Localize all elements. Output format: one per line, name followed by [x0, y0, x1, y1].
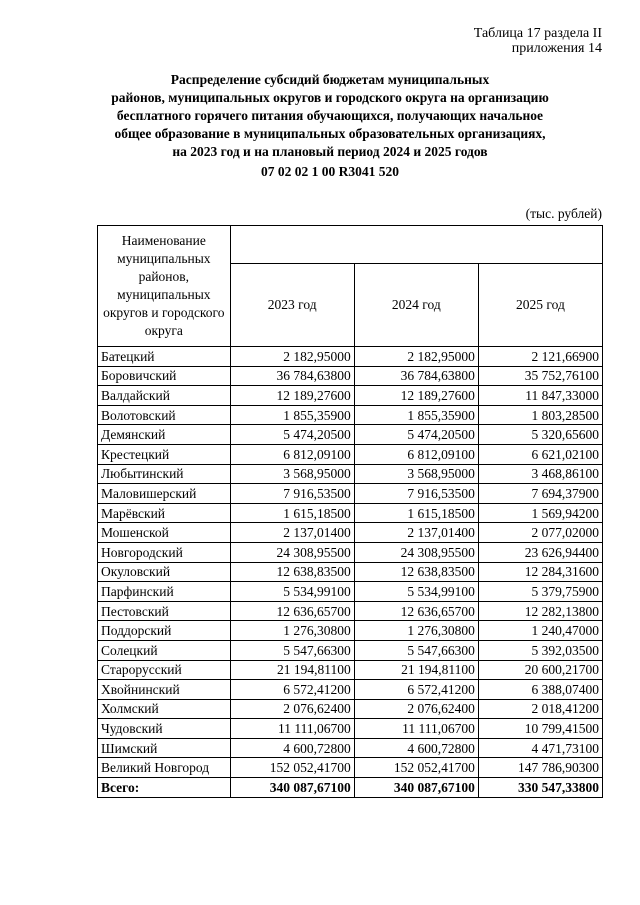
- cell-name: Волотовский: [98, 405, 231, 425]
- table-row: [98, 386, 603, 406]
- column-header-group: [230, 226, 602, 264]
- cell-2025: 35 752,76100: [478, 366, 602, 386]
- table-row: [98, 464, 603, 484]
- document-reference-line-1: Таблица 17 раздела II: [473, 26, 602, 41]
- budget-code: 07 02 02 1 00 R3041 520: [261, 164, 399, 179]
- cell-2024: 21 194,81100: [354, 660, 478, 680]
- cell-name: Крестецкий: [98, 444, 231, 464]
- cell-name: Валдайский: [98, 386, 231, 406]
- cell-2023: 12 638,83500: [230, 562, 354, 582]
- cell-name: Поддорский: [98, 621, 231, 641]
- cell-2023: 7 916,53500: [230, 484, 354, 504]
- cell-2025: 23 626,94400: [478, 542, 602, 562]
- table-row: [98, 503, 603, 523]
- cell-name: Шимский: [98, 738, 231, 758]
- title-line: бесплатного горячего питания обучающихся, получающих начальное: [116, 108, 544, 123]
- cell-2025: 20 600,21700: [478, 660, 602, 680]
- cell-2024: 5 534,99100: [354, 582, 478, 602]
- document-title: [60, 71, 600, 161]
- cell-2025: 1 240,47000: [478, 621, 602, 641]
- cell-2023: 12 189,27600: [230, 386, 354, 406]
- cell-2024: 6 812,09100: [354, 444, 478, 464]
- cell-2024: 3 568,95000: [354, 464, 478, 484]
- cell-2024: 36 784,63800: [354, 366, 478, 386]
- cell-2023: 5 547,66300: [230, 640, 354, 660]
- total-row: [98, 778, 603, 798]
- cell-2025: 5 392,03500: [478, 640, 602, 660]
- cell-2024: 24 308,95500: [354, 542, 478, 562]
- cell-name: Чудовский: [98, 719, 231, 739]
- cell-2024: 12 189,27600: [354, 386, 478, 406]
- cell-name: Великий Новгород: [98, 758, 231, 778]
- cell-2024: 340 087,67100: [354, 778, 478, 798]
- cell-2023: 3 568,95000: [230, 464, 354, 484]
- table-row: [98, 366, 603, 386]
- table-row: [98, 425, 603, 445]
- cell-name: Всего:: [98, 778, 231, 798]
- column-header-name: Наименование муниципальных районов, муниципальных округов и городского округа: [98, 226, 231, 347]
- cell-2024: 2 182,95000: [354, 347, 478, 367]
- cell-2025: 6 621,02100: [478, 444, 602, 464]
- cell-2025: 330 547,33800: [478, 778, 602, 798]
- cell-name: Марёвский: [98, 503, 231, 523]
- cell-2024: 12 636,65700: [354, 601, 478, 621]
- table-row: [98, 484, 603, 504]
- table-row: [98, 758, 603, 778]
- cell-2024: 6 572,41200: [354, 680, 478, 700]
- table-row: [98, 640, 603, 660]
- cell-name: Мошенской: [98, 523, 231, 543]
- units-label: (тыс. рублей): [525, 206, 602, 221]
- title-line: общее образование в муниципальных образовательных организациях,: [114, 126, 546, 141]
- cell-2023: 21 194,81100: [230, 660, 354, 680]
- cell-name: Окуловский: [98, 562, 231, 582]
- document-reference-line-2: приложения 14: [511, 41, 602, 56]
- cell-2025: 2 077,02000: [478, 523, 602, 543]
- table-row: [98, 719, 603, 739]
- title-line: Распределение субсидий бюджетам муниципальных: [170, 72, 490, 87]
- cell-name: Пестовский: [98, 601, 231, 621]
- table-body: [98, 347, 603, 798]
- cell-2024: 5 547,66300: [354, 640, 478, 660]
- column-header-2025: 2025 год: [478, 264, 602, 347]
- cell-2025: 1 803,28500: [478, 405, 602, 425]
- table-row: [98, 680, 603, 700]
- cell-name: Парфинский: [98, 582, 231, 602]
- cell-2025: 147 786,90300: [478, 758, 602, 778]
- cell-2024: 5 474,20500: [354, 425, 478, 445]
- cell-2025: 6 388,07400: [478, 680, 602, 700]
- cell-2025: 5 379,75900: [478, 582, 602, 602]
- cell-2023: 1 276,30800: [230, 621, 354, 641]
- table-row: [98, 444, 603, 464]
- table-row: [98, 738, 603, 758]
- cell-2025: 11 847,33000: [478, 386, 602, 406]
- table-row: [98, 562, 603, 582]
- cell-2025: 12 284,31600: [478, 562, 602, 582]
- cell-2024: 12 638,83500: [354, 562, 478, 582]
- cell-2024: 1 615,18500: [354, 503, 478, 523]
- table-row: [98, 699, 603, 719]
- cell-2023: 11 111,06700: [230, 719, 354, 739]
- cell-2025: 3 468,86100: [478, 464, 602, 484]
- subsidy-table: [97, 225, 603, 798]
- table-row: [98, 523, 603, 543]
- cell-name: Демянский: [98, 425, 231, 445]
- cell-2023: 2 182,95000: [230, 347, 354, 367]
- cell-2023: 2 076,62400: [230, 699, 354, 719]
- cell-2025: 2 121,66900: [478, 347, 602, 367]
- cell-2024: 2 137,01400: [354, 523, 478, 543]
- cell-name: Батецкий: [98, 347, 231, 367]
- cell-2024: 2 076,62400: [354, 699, 478, 719]
- cell-name: Старорусский: [98, 660, 231, 680]
- cell-2025: 10 799,41500: [478, 719, 602, 739]
- cell-2025: 1 569,94200: [478, 503, 602, 523]
- cell-2024: 4 600,72800: [354, 738, 478, 758]
- cell-2024: 1 855,35900: [354, 405, 478, 425]
- cell-2023: 340 087,67100: [230, 778, 354, 798]
- cell-2023: 12 636,65700: [230, 601, 354, 621]
- cell-2025: 12 282,13800: [478, 601, 602, 621]
- cell-2023: 1 615,18500: [230, 503, 354, 523]
- cell-2025: 7 694,37900: [478, 484, 602, 504]
- cell-name: Хвойнинский: [98, 680, 231, 700]
- cell-2023: 6 572,41200: [230, 680, 354, 700]
- cell-2023: 1 855,35900: [230, 405, 354, 425]
- cell-name: Боровичский: [98, 366, 231, 386]
- cell-2023: 6 812,09100: [230, 444, 354, 464]
- cell-2023: 5 474,20500: [230, 425, 354, 445]
- cell-name: Маловишерский: [98, 484, 231, 504]
- document-reference: [474, 26, 602, 56]
- cell-name: Холмский: [98, 699, 231, 719]
- cell-2024: 152 052,41700: [354, 758, 478, 778]
- cell-2025: 2 018,41200: [478, 699, 602, 719]
- cell-2023: 152 052,41700: [230, 758, 354, 778]
- table-row: [98, 542, 603, 562]
- cell-2023: 2 137,01400: [230, 523, 354, 543]
- cell-2024: 1 276,30800: [354, 621, 478, 641]
- table-row: [98, 621, 603, 641]
- table-row: [98, 660, 603, 680]
- title-line: на 2023 год и на плановый период 2024 и 2025 годов: [172, 144, 488, 159]
- title-line: районов, муниципальных округов и городского округа на организацию: [111, 90, 549, 105]
- column-header-2024: 2024 год: [354, 264, 478, 347]
- cell-2024: 7 916,53500: [354, 484, 478, 504]
- table-row: [98, 405, 603, 425]
- cell-2025: 5 320,65600: [478, 425, 602, 445]
- column-header-2023: 2023 год: [230, 264, 354, 347]
- table-row: [98, 582, 603, 602]
- cell-2024: 11 111,06700: [354, 719, 478, 739]
- table-row: [98, 347, 603, 367]
- cell-name: Любытинский: [98, 464, 231, 484]
- cell-2023: 5 534,99100: [230, 582, 354, 602]
- cell-2025: 4 471,73100: [478, 738, 602, 758]
- cell-2023: 36 784,63800: [230, 366, 354, 386]
- cell-2023: 24 308,95500: [230, 542, 354, 562]
- cell-name: Новгородский: [98, 542, 231, 562]
- table-row: [98, 601, 603, 621]
- cell-name: Солецкий: [98, 640, 231, 660]
- cell-2023: 4 600,72800: [230, 738, 354, 758]
